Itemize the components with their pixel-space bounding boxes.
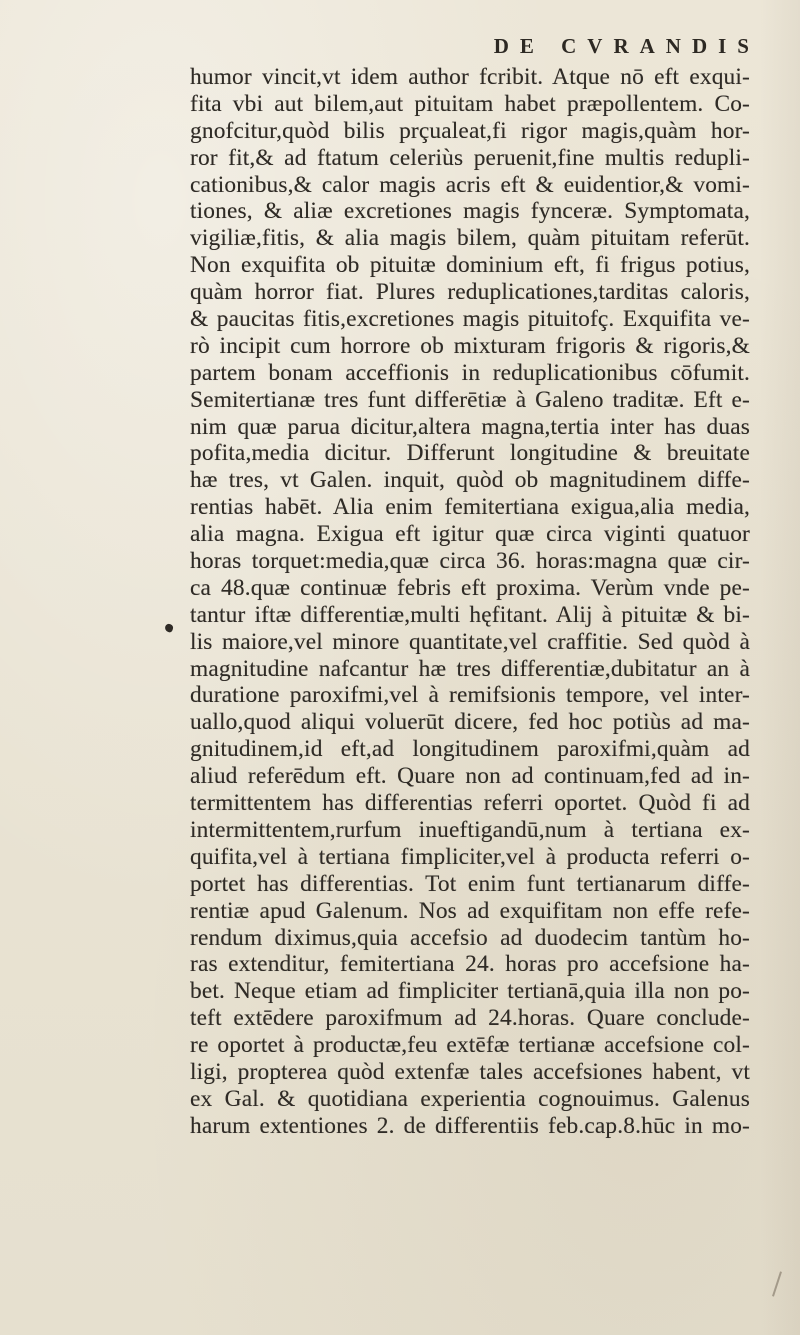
text-line: tantur iftæ differentiæ,multi hęfitant. Alij à pituitæ & bi- [190, 601, 750, 628]
text-line: vigiliæ,fitis, & alia magis bilem, quàm pituitam referūt. [190, 225, 750, 252]
text-line: humor vincit,vt idem author fcribit. Atque nō eft exqui- [190, 64, 750, 90]
text-line: gnofcitur,quòd bilis prçualeat,fi rigor magis,quàm hor- [190, 117, 750, 144]
text-line: ligi, propterea quòd extenfæ tales accefsiones habent, vt [190, 1058, 750, 1085]
page-edge-shadow [760, 0, 800, 1335]
text-line: horas torquet:media,quæ circa 36. horas:magna quæ cir- [190, 548, 750, 575]
text-line: rendum diximus,quia accefsio ad duodecim tantùm ho- [190, 924, 750, 951]
text-line: magnitudine nafcantur hæ tres differentiæ,dubitatur an à [190, 655, 750, 682]
text-line: Non exquifita ob pituitæ dominium eft, fi frigus potius, [190, 252, 750, 279]
text-line: nim quæ parua dicitur,altera magna,tertia inter has duas [190, 413, 750, 440]
text-line: aliud referēdum eft. Quare non ad continuam,fed ad in- [190, 763, 750, 790]
text-line: rò incipit cum horrore ob mixturam frigoris & rigoris,& [190, 332, 750, 359]
text-line: fita vbi aut bilem,aut pituitam habet præpollentem. Co- [190, 90, 750, 117]
text-line: intermittentem,rurfum inueftigandū,num à tertiana ex- [190, 816, 750, 843]
margin-ink-mark [164, 623, 174, 633]
text-line: duratione paroxifmi,vel à remifsionis tempore, vel inter- [190, 682, 750, 709]
text-line: cationibus,& calor magis acris eft & euidentior,& vomi- [190, 171, 750, 198]
text-line: quifita,vel à tertiana fimpliciter,vel à producta referri o- [190, 843, 750, 870]
text-line: rentias habēt. Alia enim femitertiana exigua,alia media, [190, 494, 750, 521]
text-line: rentiæ apud Galenum. Nos ad exquifitam non effe refe- [190, 897, 750, 924]
text-line: harum extentiones 2. de differentiis feb.cap.8.hūc in mo- [190, 1112, 750, 1139]
text-line: ca 48.quæ continuæ febris eft proxima. Verùm vnde pe- [190, 574, 750, 601]
text-line: termittentem has differentias referri oportet. Quòd fi ad [190, 790, 750, 817]
text-line: Semitertianæ tres funt differētiæ à Galeno traditæ. Eft e- [190, 386, 750, 413]
text-line: re oportet à productæ,feu extēfæ tertianæ accefsione col- [190, 1032, 750, 1059]
text-line: lis maiore,vel minore quantitate,vel craffitie. Sed quòd à [190, 628, 750, 655]
text-line: hæ tres, vt Galen. inquit, quòd ob magnitudinem diffe- [190, 467, 750, 494]
text-line: ex Gal. & quotidiana experientia cognouimus. Galenus [190, 1085, 750, 1112]
running-head: DE CVRANDIS [493, 34, 760, 58]
text-line: portet has differentias. Tot enim funt tertianarum diffe- [190, 870, 750, 897]
text-line: pofita,media dicitur. Differunt longitudine & breuitate [190, 440, 750, 467]
text-line: teft extēdere paroxifmum ad 24.horas. Quare conclude- [190, 1005, 750, 1032]
text-line: uallo,quod aliqui voluerūt dicere, fed hoc potiùs ad ma- [190, 709, 750, 736]
text-line: & paucitas fitis,excretiones magis pituitofç. Exquifita ve- [190, 306, 750, 333]
body-text [190, 64, 750, 1140]
text-line: gnitudinem,id eft,ad longitudinem paroxifmi,quàm ad [190, 736, 750, 763]
text-line: tiones, & aliæ excretiones magis fynceræ. Symptomata, [190, 198, 750, 225]
text-line: ror fit,& ad ftatum celeriùs peruenit,fine multis redupli- [190, 144, 750, 171]
text-line: alia magna. Exigua eft igitur quæ circa viginti quatuor [190, 521, 750, 548]
text-line: partem bonam acceffionis in reduplicationibus cōfumit. [190, 359, 750, 386]
text-line: bet. Neque etiam ad fimpliciter tertianā,quia illa non po- [190, 978, 750, 1005]
text-line: ras extenditur, femitertiana 24. horas pro accefsione ha- [190, 951, 750, 978]
text-line: quàm horror fiat. Plures reduplicationes,tarditas caloris, [190, 279, 750, 306]
